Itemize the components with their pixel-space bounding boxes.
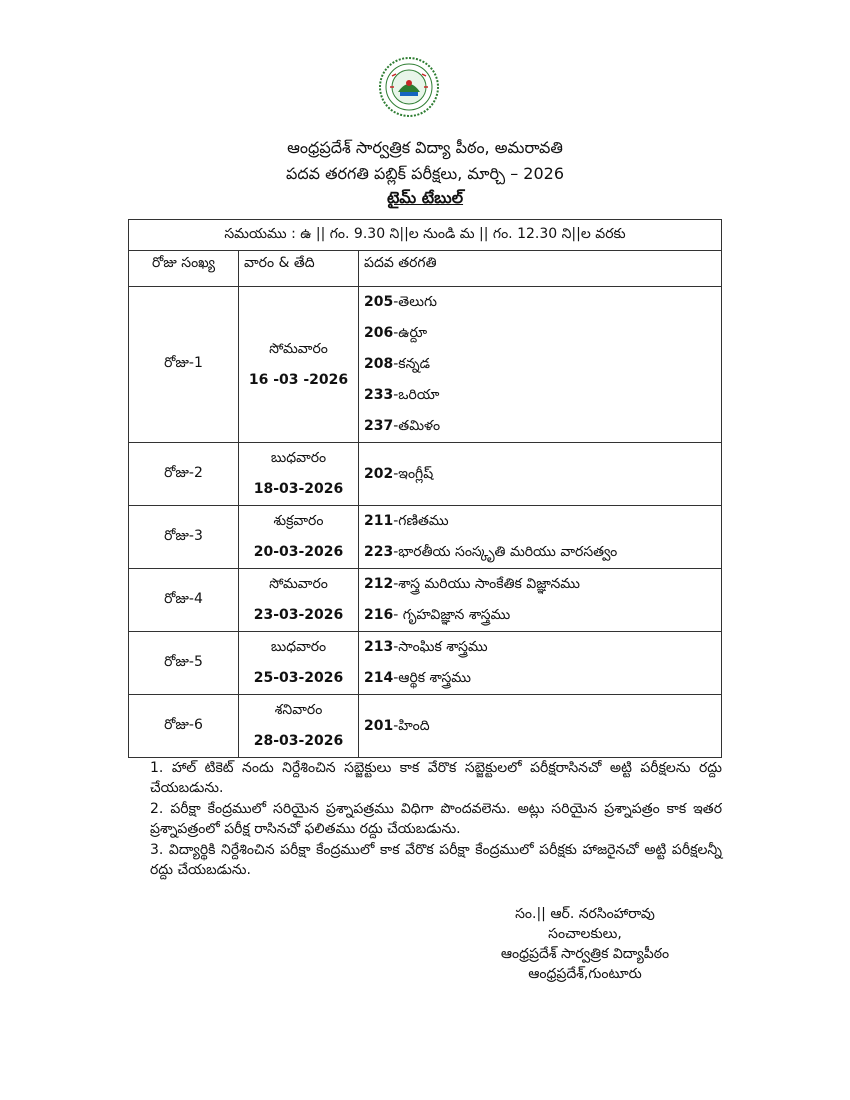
timetable xyxy=(128,219,722,758)
institution-title: ఆంధ్రప్రదేశ్ సార్వత్రిక విద్యా పీఠం, అమరావతి xyxy=(287,138,563,157)
signature-block xyxy=(430,904,740,984)
exam-date: 25-03-2026 xyxy=(253,670,344,686)
subjects-cell xyxy=(359,443,722,506)
exam-date-cell xyxy=(239,506,359,569)
signatory-place: ఆంధ్రప్రదేశ్,గుంటూరు xyxy=(528,966,642,982)
instructions xyxy=(150,758,722,881)
subjects-cell xyxy=(359,569,722,632)
instruction-item: 3. విద్యార్థికి నిర్దేశించిన పరీక్షా కేంద్రములో కాక వేరొక పరీక్షా కేంద్రములో పరీక్షకు హాజరైనచో అట్టి పరీక్షలన్నీ రద్దు చేయబడును. xyxy=(150,842,722,878)
subject-code: 233 xyxy=(364,387,394,403)
weekday: శనివారం xyxy=(274,702,323,718)
subject-code: 201 xyxy=(364,717,394,734)
subject-name: భారతీయ సంస్కృతి మరియు వారసత్వం xyxy=(398,544,618,560)
col-header-date: వారం & తేది xyxy=(239,251,359,287)
subjects-cell xyxy=(359,632,722,695)
subject-entry: 201-హింది xyxy=(364,717,430,734)
emblem-seal-icon xyxy=(378,56,440,118)
day-number: రోజు-6 xyxy=(129,695,239,758)
subjects-cell xyxy=(359,287,722,443)
subjects-cell xyxy=(359,695,722,758)
exam-date: 23-03-2026 xyxy=(253,607,344,623)
col-header-day: రోజు సంఖ్య xyxy=(129,251,239,287)
subject-name: గణితము xyxy=(398,513,449,529)
subject-entry: 214-ఆర్థిక శాస్త్రము xyxy=(364,670,471,686)
exam-date: 16 -03 -2026 xyxy=(248,371,349,388)
subject-name: ఉర్దూ xyxy=(398,325,428,341)
subject-entry: 211-గణితము xyxy=(364,513,449,529)
exam-date: 28-03-2026 xyxy=(253,733,344,749)
subject-entry: 223-భారతీయ సంస్కృతి మరియు వారసత్వం xyxy=(364,544,618,560)
exam-date: 20-03-2026 xyxy=(253,544,344,560)
exam-date: 18-03-2026 xyxy=(253,481,344,497)
table-row xyxy=(129,287,722,443)
subject-entry: 213-సాంఘిక శాస్త్రము xyxy=(364,639,488,655)
table-header-row xyxy=(129,251,722,287)
subject-name: తమిళం xyxy=(398,418,441,434)
subject-name: హింది xyxy=(398,717,430,734)
subject-code: 206 xyxy=(364,325,394,341)
exam-date-cell xyxy=(239,287,359,443)
subject-code: 208 xyxy=(364,356,394,372)
weekday: బుధవారం xyxy=(270,639,327,655)
subject-name: ఇంగ్లీష్ xyxy=(398,465,434,482)
table-row xyxy=(129,506,722,569)
subject-entry: 237-తమిళం xyxy=(364,418,441,434)
table-row xyxy=(129,569,722,632)
instruction-item: 1. హాల్ టికెట్ నందు నిర్దేశించిన సబ్జెక్టులు కాక వేరొక సబ్జెక్టులలో పరీక్షరాసినచో అట్టి పరీక్షలను రద్దు చేయబడును. xyxy=(150,760,722,796)
subject-name: తెలుగు xyxy=(398,294,437,310)
day-number: రోజు-5 xyxy=(129,632,239,695)
subject-code: 223 xyxy=(364,544,394,560)
exam-date-cell xyxy=(239,632,359,695)
subject-code: 213 xyxy=(364,639,394,655)
subject-code: 211 xyxy=(364,513,394,529)
subject-code: 205 xyxy=(364,294,394,310)
weekday: సోమవారం xyxy=(269,576,328,592)
day-number: రోజు-2 xyxy=(129,443,239,506)
weekday: బుధవారం xyxy=(270,450,327,466)
subject-code: 237 xyxy=(364,418,394,434)
subject-entry: 208-కన్నడ xyxy=(364,356,430,372)
signatory-designation: సంచాలకులు, xyxy=(548,926,622,942)
table-row xyxy=(129,443,722,506)
subject-name: ఒరియా xyxy=(398,387,440,403)
table-row xyxy=(129,632,722,695)
day-number: రోజు-3 xyxy=(129,506,239,569)
instruction-item: 2. పరీక్షా కేంద్రములో సరియైన ప్రశ్నాపత్రము విధిగా పొందవలెను. అట్లు సరియైన ప్రశ్నాపత్రం కాక ఇతర ప్రశ్నాపత్రంలో పరీక్ష రాసినచో ఫలితము రద్దు చేయబడును. xyxy=(150,801,722,837)
subject-entry: 212-శాస్త్ర మరియు సాంకేతిక విజ్ఞానము xyxy=(364,576,580,592)
weekday: సోమవారం xyxy=(269,340,328,357)
col-header-subject: పదవ తరగతి xyxy=(359,251,722,287)
subject-entry: 233-ఒరియా xyxy=(364,387,440,403)
timetable-heading: టైమ్ టేబుల్ xyxy=(386,188,464,207)
day-number: రోజు-1 xyxy=(129,287,239,443)
table-row xyxy=(129,695,722,758)
exam-date-cell xyxy=(239,695,359,758)
subject-code: 214 xyxy=(364,670,394,686)
subject-name: ఆర్థిక శాస్త్రము xyxy=(398,670,471,686)
signatory-name: సం.|| ఆర్. నరసింహారావు xyxy=(515,906,655,922)
subject-name: కన్నడ xyxy=(398,356,430,372)
exam-date-cell xyxy=(239,569,359,632)
day-number: రోజు-4 xyxy=(129,569,239,632)
subject-name: సాంఘిక శాస్త్రము xyxy=(398,639,488,655)
exam-timing: సమయము : ఉ || గం. 9.30 ని||ల నుండి మ || గం. 12.30 ని||ల వరకు xyxy=(129,220,722,251)
subject-entry: 202-ఇంగ్లీష్ xyxy=(364,465,434,482)
exam-date-cell xyxy=(239,443,359,506)
subject-name: గృహవిజ్ఞాన శాస్త్రము xyxy=(398,607,511,623)
exam-title: పదవ తరగతి పబ్లిక్ పరీక్షలు, మార్చి – 2026 xyxy=(285,164,565,183)
subjects-cell xyxy=(359,506,722,569)
subject-code: 216 xyxy=(364,607,394,623)
signatory-organization: ఆంధ్రప్రదేశ్ సార్వత్రిక విద్యాపీఠం xyxy=(500,946,670,962)
subject-name: శాస్త్ర మరియు సాంకేతిక విజ్ఞానము xyxy=(398,576,580,592)
subject-entry: 205-తెలుగు xyxy=(364,294,437,310)
subject-code: 212 xyxy=(364,576,394,592)
weekday: శుక్రవారం xyxy=(273,513,324,529)
subject-code: 202 xyxy=(364,465,394,482)
subject-entry: 206-ఉర్దూ xyxy=(364,325,428,341)
subject-entry: 216- గృహవిజ్ఞాన శాస్త్రము xyxy=(364,607,511,623)
